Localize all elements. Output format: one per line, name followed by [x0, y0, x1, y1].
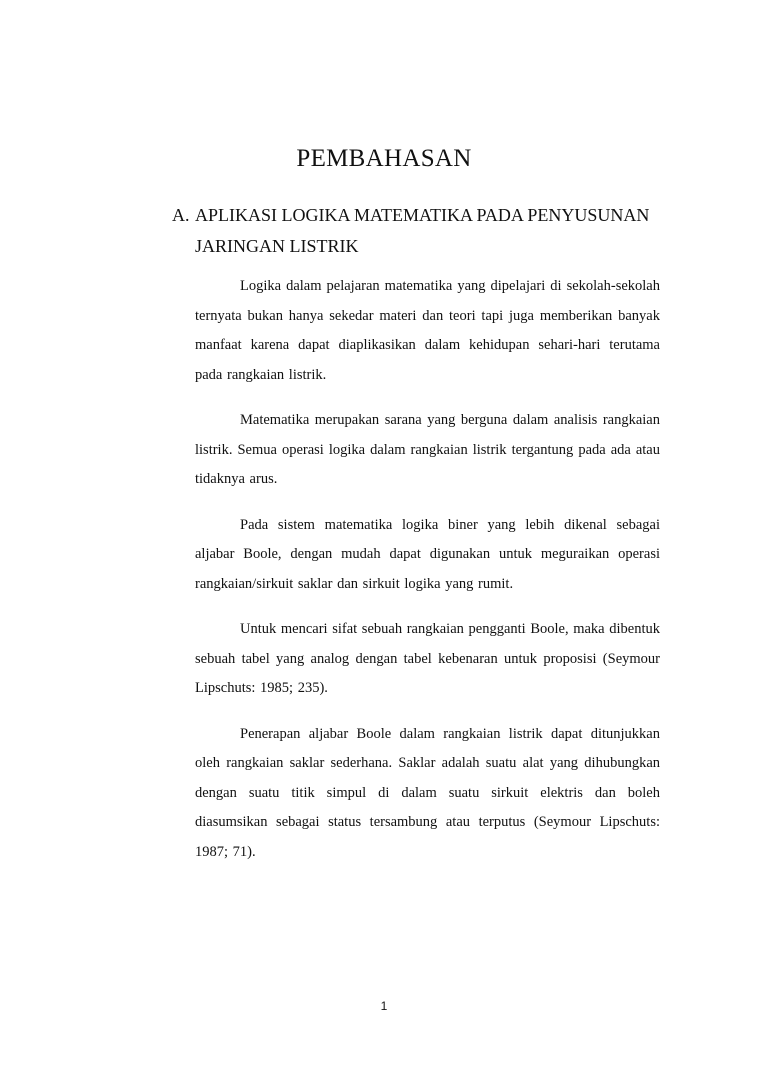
- paragraph-5: Penerapan aljabar Boole dalam rangkaian listrik dapat ditunjukkan oleh rangkaian saklar sederhana. Saklar adalah suatu alat yang dihubungkan dengan suatu titik simpul di dalam suatu sirkuit elektris dan boleh diasumsikan sebagai status tersambung atau terputus (Seymour Lipschuts: 1987; 71).: [195, 725, 660, 860]
- body-text: [195, 272, 660, 883]
- section-heading-line1: APLIKASI LOGIKA MATEMATIKA PADA PENYUSUNAN: [195, 205, 650, 225]
- page-title: PEMBAHASAN: [296, 145, 472, 172]
- paragraph-3: Pada sistem matematika logika biner yang lebih dikenal sebagai aljabar Boole, dengan mudah dapat digunakan untuk meguraikan operasi rangkaian/sirkuit saklar dan sirkuit logika yang rumit.: [195, 516, 660, 592]
- paragraph-4: Untuk mencari sifat sebuah rangkaian pengganti Boole, maka dibentuk sebuah tabel yang analog dengan tabel kebenaran untuk proposisi (Seymour Lipschuts: 1985; 235).: [195, 621, 660, 696]
- page-number: 1: [380, 999, 388, 1013]
- section-letter: A.: [172, 205, 190, 225]
- paragraph-2: Matematika merupakan sarana yang berguna dalam analisis rangkaian listrik. Semua operasi logika dalam rangkaian listrik tergantung pada ada atau tidaknya arus.: [195, 412, 660, 487]
- section-heading: [172, 200, 660, 262]
- section-heading-line2: JARINGAN LISTRIK: [195, 236, 359, 256]
- paragraph-1: Logika dalam pelajaran matematika yang dipelajari di sekolah-sekolah ternyata bukan hanya sekedar materi dan teori tapi juga memberikan banyak manfaat karena dapat diaplikasikan dalam kehidupan sehari-hari terutama pada rangkaian listrik.: [195, 278, 660, 383]
